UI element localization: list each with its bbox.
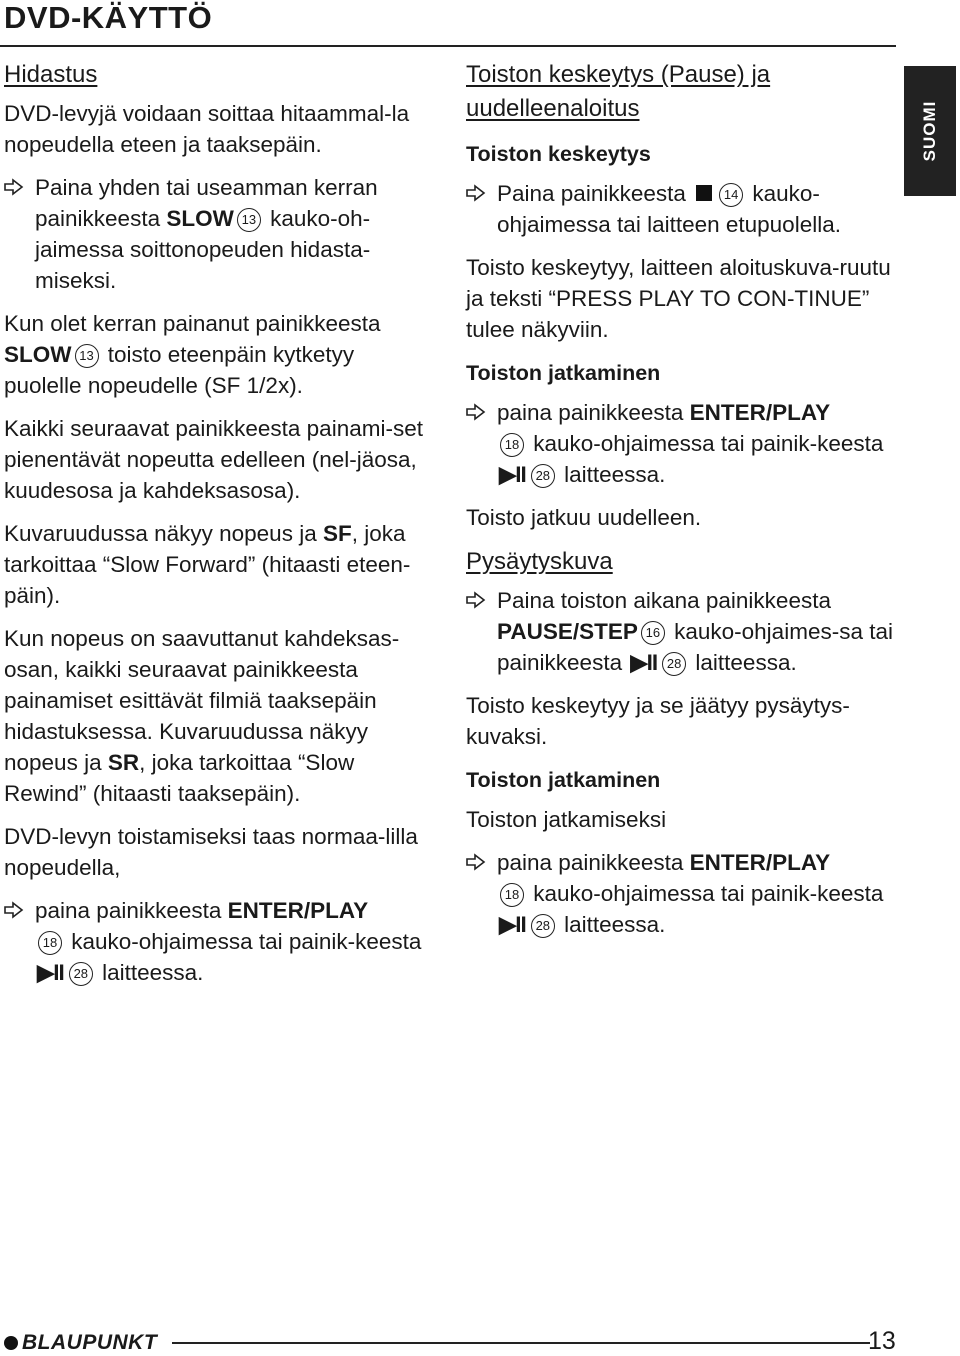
subheading: Toiston jatkaminen [466,361,661,385]
paragraph: DVD-levyn toistamiseksi taas normaa-lilla nopeudella, [4,824,418,880]
right-column [466,58,896,952]
paragraph: Toisto keskeytyy ja se jäätyy pysäytys-kuvaksi. [466,693,850,749]
stop-icon [696,185,712,201]
step-text: Paina yhden tai useamman kerran painikkeesta [35,175,378,231]
arrow-right-icon [466,853,486,871]
instruction-step: paina painikkeesta ENTER/PLAY 18 kauko-ohjaimessa tai painik-keesta ▶II 28 laitteessa. [466,397,896,490]
subheading: Toiston jatkaminen [466,768,661,792]
paragraph: Kuvaruudussa näkyy nopeus ja SF, joka tarkoittaa “Slow Forward” (hitaasti eteen-päin). [4,521,411,608]
play-pause-icon: ▶II [630,650,658,675]
instruction-step: Paina toiston aikana painikkeesta PAUSE/STEP 16 kauko-ohjaimes-sa tai painikkeesta ▶II 28 laitteessa. [466,585,896,678]
paragraph: Toiston jatkamiseksi [466,807,667,832]
arrow-right-icon [466,184,486,202]
arrow-right-icon [466,591,486,609]
left-column [4,58,434,1000]
play-pause-icon: ▶II [499,462,526,487]
paragraph: Toisto keskeytyy, laitteen aloituskuva-ruutu ja teksti “PRESS PLAY TO CON-TINUE” tulee näkyviin. [466,255,891,342]
arrow-right-icon [466,403,486,421]
paragraph: Kun nopeus on saavuttanut kahdeksas-osan, kaikki seuraavat painikkeesta painamiset esittävät filmiä taaksepäin hidastuksessa. Kuvaruudussa näkyy nopeus ja SR, joka tarkoittaa “Slow Rewind” (hitaasti taaksepäin). [4,626,400,806]
arrow-right-icon [4,901,24,919]
title-rule [0,45,896,47]
section-heading-hidastus: Hidastus [4,61,98,88]
instruction-step [4,172,434,296]
section-heading-pysaytyskuva: Pysäytyskuva [466,548,613,575]
paragraph: DVD-levyjä voidaan soittaa hitaammal-la nopeudella eteen ja taaksepäin. [4,101,410,157]
instruction-step: paina painikkeesta ENTER/PLAY 18 kauko-ohjaimessa tai painik-keesta ▶II 28 laitteessa. [466,847,896,940]
footer-rule [172,1342,870,1344]
button-name: SLOW [166,206,234,231]
play-pause-icon: ▶II [499,912,526,937]
subheading: Toiston keskeytys [466,142,651,166]
step-text: kauko-oh-jaimessa soittonopeuden hidasta-miseksi. [35,206,371,293]
paragraph: Toisto jatkuu uudelleen. [466,505,702,530]
paragraph: Kun olet kerran painanut painikkeesta SLOW 13 toisto eteenpäin kytketyy puolelle nopeudelle (SF 1/2x). [4,311,381,398]
play-pause-icon: ▶II [37,960,64,985]
page-number: 13 [868,1327,896,1355]
brand-logo [4,1331,157,1355]
page-title: DVD-KÄYTTÖ [4,0,213,35]
instruction-step: paina painikkeesta ENTER/PLAY 18 kauko-ohjaimessa tai painik-keesta ▶II 28 laitteessa. [4,895,434,988]
brand-name: BLAUPUNKT [22,1331,158,1354]
logo-dot-icon [4,1336,18,1350]
language-tab [904,66,956,196]
instruction-step: Paina painikkeesta 14 kauko-ohjaimessa tai laitteen etupuolella. [466,178,896,240]
paragraph: Kaikki seuraavat painikkeesta painami-set pienentävät nopeutta edelleen (nel-jäosa, kuudesosa ja kahdeksasosa). [4,416,423,503]
language-tab-label: SUOMI [920,100,939,162]
section-heading-pause: Toiston keskeytys (Pause) ja uudelleenaloitus [466,61,771,122]
arrow-right-icon [4,178,24,196]
key-number: 13 [237,208,261,232]
